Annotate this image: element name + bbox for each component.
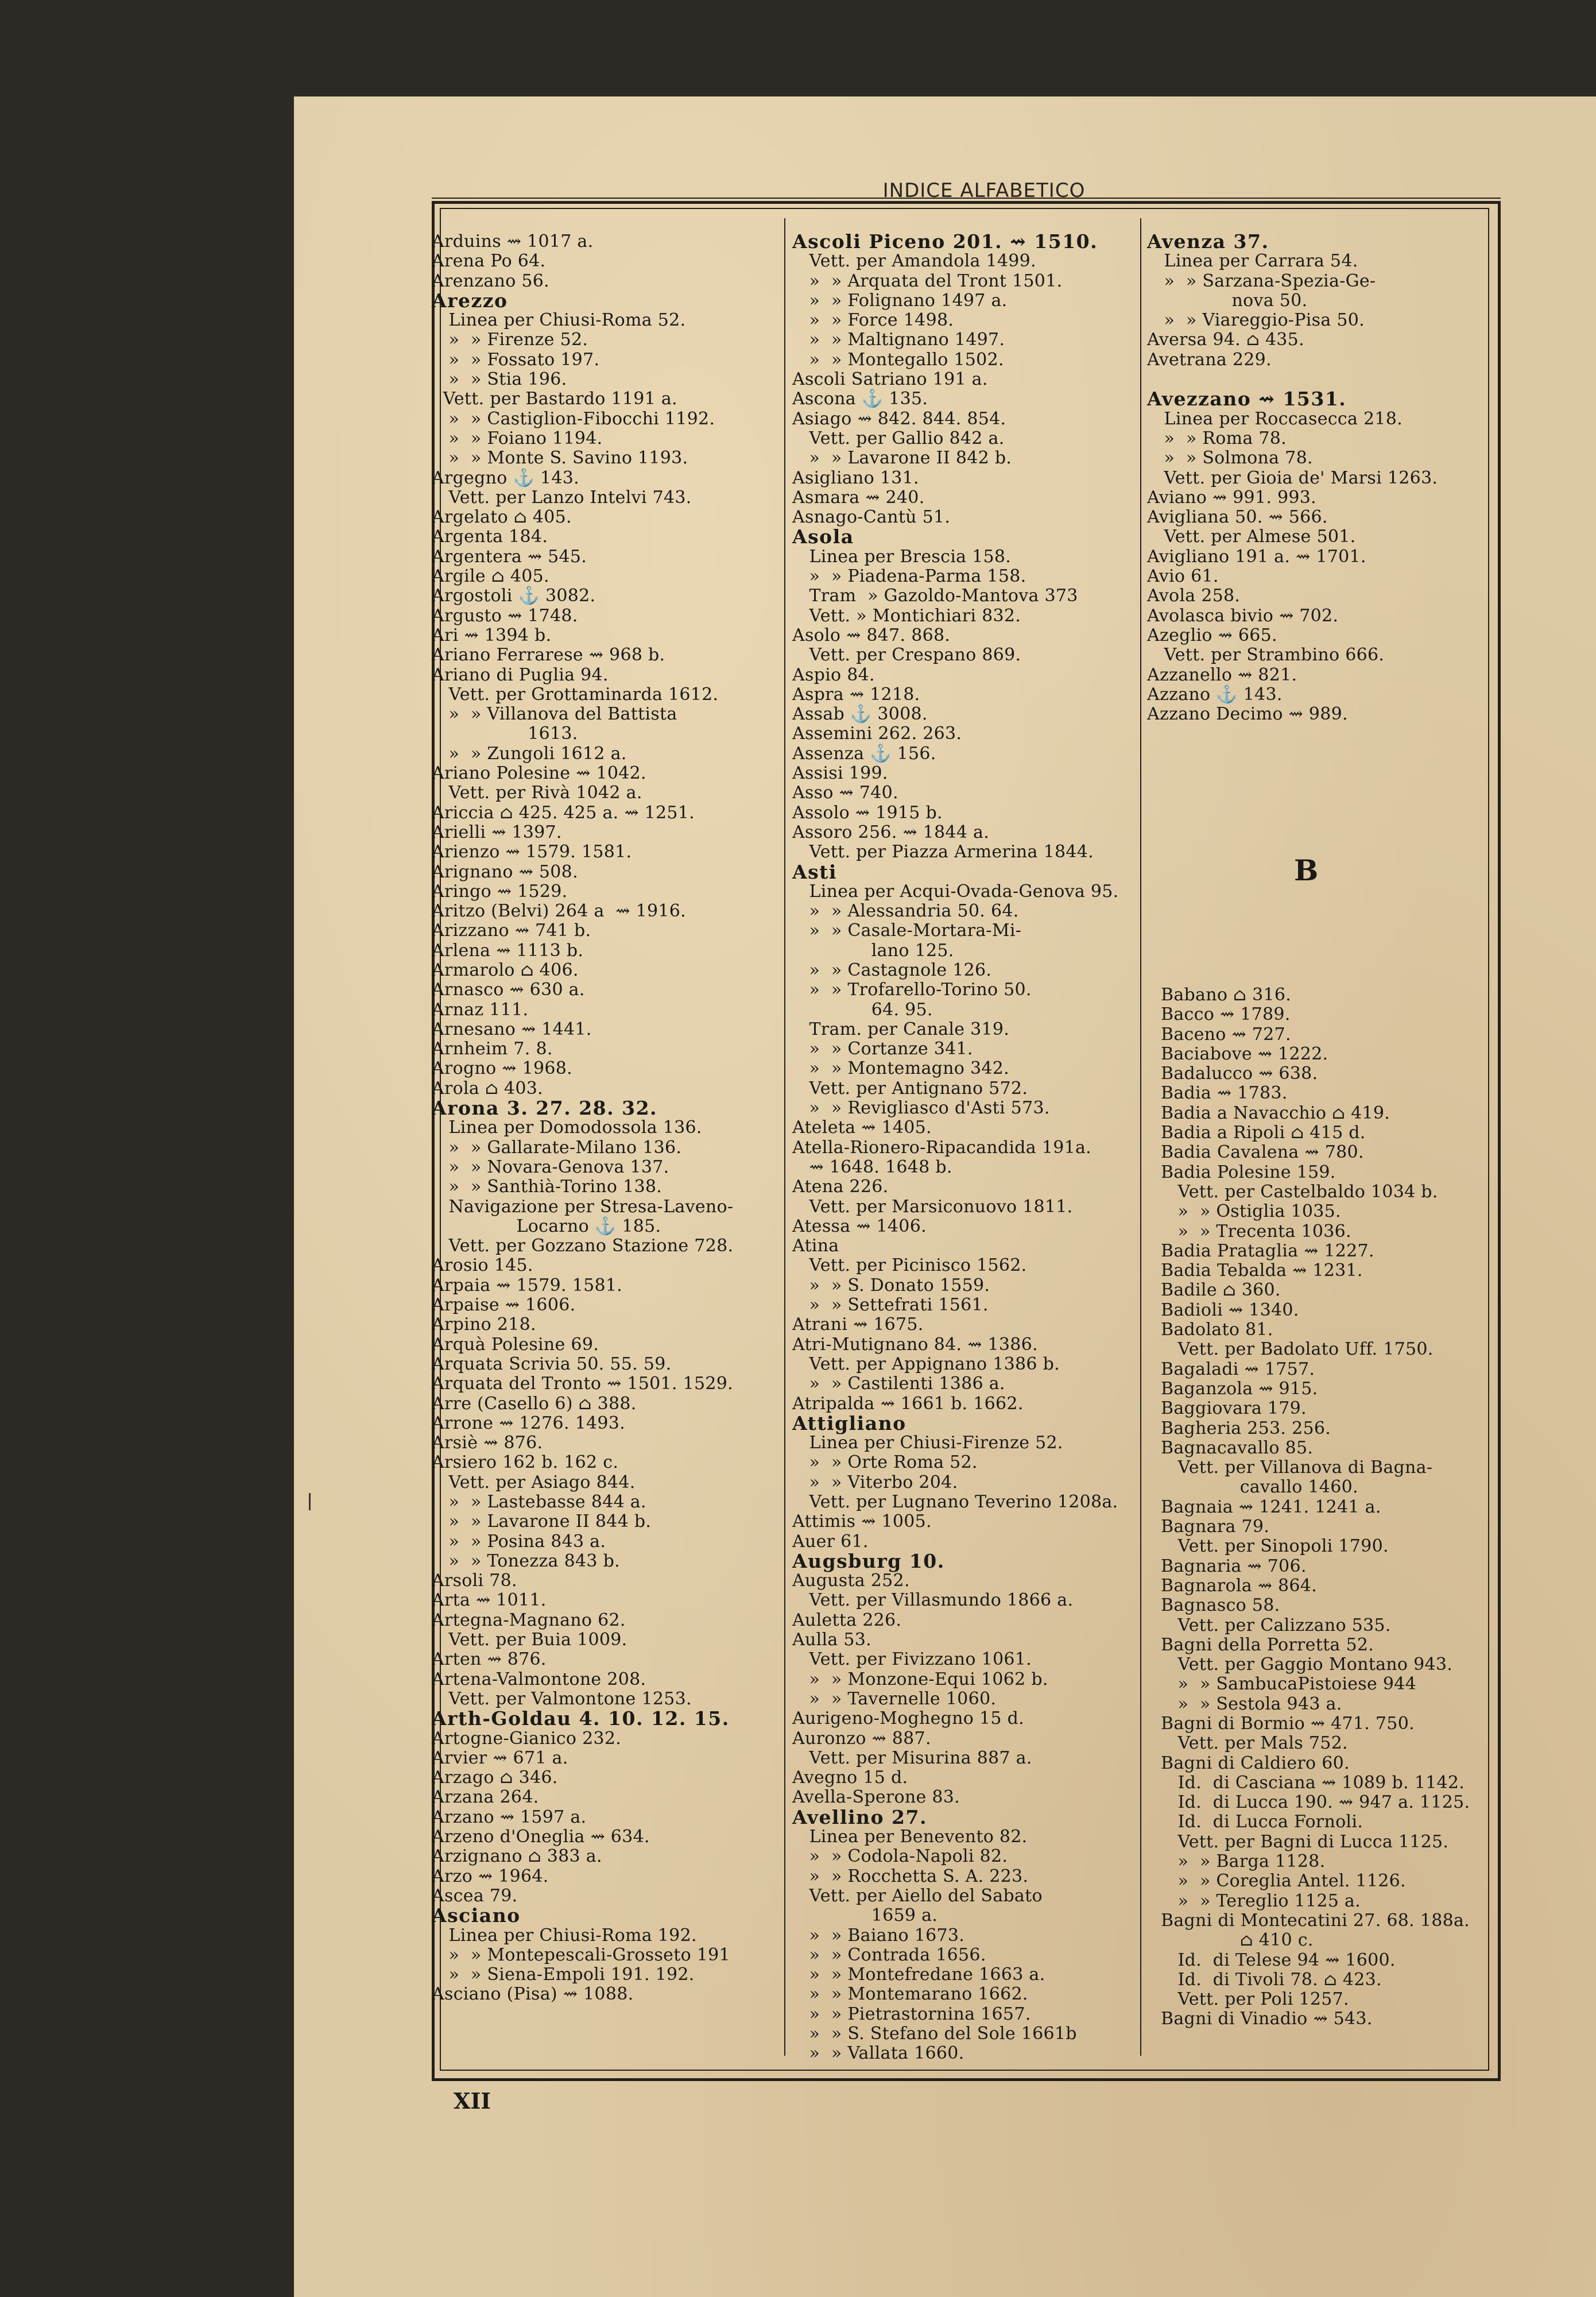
index-entry: Atella-Rionero-Ripacandida 191a.: [792, 1137, 1092, 1158]
index-entry: Asciano: [432, 1904, 521, 1927]
index-entry: » » Folignano 1497 a.: [792, 290, 1008, 311]
index-entry: » » Roma 78.: [1147, 428, 1287, 448]
index-entry: Vett. per Gallio 842 a.: [792, 428, 1005, 448]
index-entry: Arnesano ⇝ 1441.: [432, 1019, 592, 1039]
index-entry: Arth-Goldau 4. 10. 12. 15.: [432, 1707, 730, 1730]
index-entry: Vett. per Antignano 572.: [792, 1078, 1028, 1099]
index-entry: Arlena ⇝ 1113 b.: [432, 940, 584, 961]
index-entry: » » Siena-Empoli 191. 192.: [432, 1965, 695, 1985]
index-entry: Atri-Mutignano 84. ⇝ 1386.: [792, 1334, 1038, 1355]
index-entry: Vett. per Appignano 1386 b.: [792, 1354, 1060, 1374]
index-entry: Vett. » Montichiari 832.: [792, 605, 1021, 626]
index-entry: Arzignano ⌂ 383 a.: [432, 1846, 602, 1867]
index-entry: Arola ⌂ 403.: [432, 1078, 543, 1099]
index-entry: Bagni di Caldiero 60.: [1161, 1753, 1350, 1773]
index-entry: ⌂ 410 c.: [1161, 1930, 1314, 1951]
index-entry: Aspra ⇝ 1218.: [792, 684, 920, 705]
index-entry: Avigliana 50. ⇝ 566.: [1147, 507, 1328, 528]
index-entry: » » Novara-Genova 137.: [432, 1157, 669, 1177]
index-entry: Asso ⇝ 740.: [792, 783, 898, 803]
index-entry: Vett. per Grottaminarda 1612.: [432, 684, 719, 705]
index-entry: » » S. Stefano del Sole 1661b: [792, 2024, 1077, 2044]
index-entry: » » Monzone-Equi 1062 b.: [792, 1669, 1048, 1689]
index-entry: Argelato ⌂ 405.: [432, 507, 572, 528]
index-entry: 1613.: [432, 724, 578, 744]
index-entry: » » Tonezza 843 b.: [432, 1550, 620, 1571]
index-entry: Vett. per Poli 1257.: [1161, 1989, 1349, 2010]
index-entry: Arnasco ⇝ 630 a.: [432, 980, 585, 1000]
index-entry: Arpino 218.: [432, 1314, 536, 1335]
index-entry: Arenzano 56.: [432, 270, 550, 291]
index-entry: Atrani ⇝ 1675.: [792, 1314, 924, 1335]
index-entry: Ascona ⚓ 135.: [792, 389, 928, 409]
index-entry: Asiago ⇝ 842. 844. 854.: [792, 408, 1006, 429]
index-entry: » » Santhià-Torino 138.: [432, 1177, 663, 1197]
column-divider-1: [784, 218, 785, 2056]
index-entry: Ateleta ⇝ 1405.: [792, 1117, 932, 1138]
index-entry: Assab ⚓ 3008.: [792, 704, 928, 725]
index-entry: Linea per Acqui-Ovada-Genova 95.: [792, 881, 1119, 902]
index-entry: Assoro 256. ⇝ 1844 a.: [792, 822, 990, 842]
index-entry: Avegno 15 d.: [792, 1768, 908, 1788]
index-entry: Arpaise ⇝ 1606.: [432, 1295, 576, 1316]
index-entry: Vett. per Bastardo 1191 a.: [432, 389, 677, 409]
index-entry: Vett. per Misurina 887 a.: [792, 1747, 1032, 1768]
index-entry: Vett. per Valmontone 1253.: [432, 1688, 692, 1709]
index-entry: Vett. per Bagni di Lucca 1125.: [1161, 1831, 1449, 1852]
index-entry: Vett. per Calizzano 535.: [1161, 1615, 1391, 1635]
index-entry: » » Trofarello-Torino 50.: [792, 980, 1032, 1000]
index-entry: » » Foiano 1194.: [432, 428, 603, 448]
index-entry: Asigliano 131.: [792, 467, 919, 488]
index-entry: » » Casale-Mortara-Mi-: [792, 921, 1022, 941]
index-entry: Arignano ⇝ 508.: [432, 861, 578, 882]
index-entry: Linea per Roccasecca 218.: [1147, 408, 1403, 429]
index-entry: » » Posina 843 a.: [432, 1531, 606, 1552]
index-entry: » » Rocchetta S. A. 223.: [792, 1866, 1029, 1886]
index-entry: Vett. per Fivizzano 1061.: [792, 1649, 1032, 1670]
index-entry: Vett. per Gozzano Stazione 728.: [432, 1236, 734, 1256]
index-entry: Bagnacavallo 85.: [1161, 1437, 1314, 1458]
index-entry: » » Montepescali-Grosseto 191: [432, 1944, 730, 1965]
index-entry: Bagni di Bormio ⇝ 471. 750.: [1161, 1713, 1415, 1734]
index-entry: » » Castiglion-Fibocchi 1192.: [432, 408, 715, 429]
index-entry: Vett. per Lugnano Teverino 1208a.: [792, 1492, 1118, 1512]
index-entry: Avigliano 191 a. ⇝ 1701.: [1147, 546, 1366, 567]
index-entry: Arsiero 162 b. 162 c.: [432, 1452, 619, 1473]
index-entry: » » Vallata 1660.: [792, 2043, 964, 2064]
index-entry: Ari ⇝ 1394 b.: [432, 625, 552, 645]
index-entry: Bagaladi ⇝ 1757.: [1161, 1359, 1315, 1379]
index-entry: Badia a Navacchio ⌂ 419.: [1161, 1103, 1390, 1123]
index-entry: Arona 3. 27. 28. 32.: [432, 1097, 658, 1120]
index-entry: » » Castilenti 1386 a.: [792, 1374, 1005, 1394]
index-entry: Vett. per Villasmundo 1866 a.: [792, 1590, 1074, 1611]
index-entry: Vett. per Mals 752.: [1161, 1733, 1348, 1754]
index-entry: Arezzo: [432, 289, 508, 312]
index-entry: Augusta 252.: [792, 1571, 910, 1591]
index-entry: Id. di Telese 94 ⇝ 1600.: [1161, 1950, 1396, 1970]
index-entry: Armarolo ⌂ 406.: [432, 960, 579, 980]
index-entry: » » Trecenta 1036.: [1161, 1221, 1351, 1242]
index-entry: Auronzo ⇝ 887.: [792, 1728, 931, 1749]
index-entry: Assemini 262. 263.: [792, 724, 962, 744]
index-entry: Asciano (Pisa) ⇝ 1088.: [432, 1984, 634, 2005]
index-entry: » » Solmona 78.: [1147, 448, 1313, 469]
index-entry: » » Coreglia Antel. 1126.: [1161, 1871, 1406, 1892]
index-entry: ⇝ 1648. 1648 b.: [792, 1157, 952, 1177]
index-entry: Avola 258.: [1147, 586, 1241, 606]
index-entry: Auletta 226.: [792, 1610, 902, 1630]
index-entry: Aulla 53.: [792, 1630, 872, 1650]
index-entry: » » Sarzana-Spezia-Ge-: [1147, 270, 1376, 291]
index-entry: » » Settefrati 1561.: [792, 1295, 989, 1316]
index-column-3: [1147, 232, 1486, 724]
index-entry: Argenta 184.: [432, 527, 548, 547]
index-entry: Badile ⌂ 360.: [1161, 1280, 1281, 1301]
index-entry: Linea per Benevento 82.: [792, 1827, 1028, 1847]
index-entry: cavallo 1460.: [1161, 1477, 1358, 1498]
index-entry: Aversa 94. ⌂ 435.: [1147, 330, 1304, 350]
index-entry: » » Montemagno 342.: [792, 1058, 1009, 1079]
index-entry: Vett. per Piazza Armerina 1844.: [792, 842, 1094, 863]
index-entry: Aviano ⇝ 991. 993.: [1147, 487, 1316, 508]
index-entry: » » SambucaPistoiese 944: [1161, 1674, 1417, 1695]
index-entry: » » Sestola 943 a.: [1161, 1693, 1342, 1714]
index-entry: Aspio 84.: [792, 664, 875, 685]
index-entry: Aritzo (Belvi) 264 a ⇝ 1916.: [432, 901, 686, 922]
index-entry: Avio 61.: [1147, 566, 1219, 587]
index-column-2: [792, 232, 1137, 2064]
index-entry: Vett. per Badolato Uff. 1750.: [1161, 1339, 1434, 1360]
index-entry: Atena 226.: [792, 1177, 889, 1197]
index-entry: Arrone ⇝ 1276. 1493.: [432, 1413, 625, 1433]
index-entry: » » Zungoli 1612 a.: [432, 743, 627, 764]
index-entry: Bagni di Vinadio ⇝ 543.: [1161, 2009, 1373, 2029]
index-entry: Ascoli Satriano 191 a.: [792, 369, 988, 390]
margin-mark: [309, 1493, 311, 1510]
index-entry: Linea per Carrara 54.: [1147, 251, 1358, 272]
index-entry: Arta ⇝ 1011.: [432, 1590, 547, 1611]
index-entry: Vett. per Asiago 844.: [432, 1472, 636, 1492]
index-entry: Azeglio ⇝ 665.: [1147, 625, 1277, 645]
index-entry: Ariano Polesine ⇝ 1042.: [432, 763, 646, 784]
index-entry: Tram. per Canale 319.: [792, 1019, 1010, 1039]
index-entry: Bagnasco 58.: [1161, 1595, 1280, 1616]
index-entry: » » Cortanze 341.: [792, 1039, 973, 1059]
index-entry: Baggiovara 179.: [1161, 1398, 1307, 1419]
index-entry: » » Montefredane 1663 a.: [792, 1965, 1045, 1985]
index-entry: » » Orte Roma 52.: [792, 1452, 978, 1473]
index-entry: » » Montemarano 1662.: [792, 1984, 1028, 2005]
index-entry: » » Tereglio 1125 a.: [1161, 1890, 1361, 1911]
index-entry: Linea per Domodossola 136.: [432, 1117, 702, 1138]
index-entry: Arten ⇝ 876.: [432, 1649, 547, 1670]
index-entry: Arielli ⇝ 1397.: [432, 822, 562, 842]
index-entry: Badioli ⇝ 1340.: [1161, 1300, 1299, 1320]
index-entry: Linea per Chiusi-Roma 192.: [432, 1925, 697, 1946]
index-entry: Arosio 145.: [432, 1255, 533, 1276]
index-entry: Azzano ⚓ 143.: [1147, 684, 1283, 705]
index-entry: Bagnaia ⇝ 1241. 1241 a.: [1161, 1496, 1381, 1517]
index-entry: Id. di Casciana ⇝ 1089 b. 1142.: [1161, 1772, 1465, 1793]
index-entry: Auer 61.: [792, 1531, 869, 1552]
index-entry: Azzano Decimo ⇝ 989.: [1147, 704, 1348, 725]
index-entry: Vett. per Gioia de' Marsi 1263.: [1147, 467, 1438, 488]
index-entry: Argostoli ⚓ 3082.: [432, 586, 596, 606]
index-entry: Assisi 199.: [792, 763, 888, 784]
index-entry: » » Firenze 52.: [432, 330, 588, 350]
index-entry: Atripalda ⇝ 1661 b. 1662.: [792, 1393, 1024, 1414]
index-entry: Id. di Tivoli 78. ⌂ 423.: [1161, 1969, 1382, 1990]
index-entry: Arvier ⇝ 671 a.: [432, 1747, 568, 1768]
index-entry: Baganzola ⇝ 915.: [1161, 1378, 1318, 1399]
index-entry: Ariccia ⌂ 425. 425 a. ⇝ 1251.: [432, 802, 695, 823]
index-entry: » » Fossato 197.: [432, 349, 600, 370]
index-entry: Vett. per Picinisco 1562.: [792, 1255, 1027, 1276]
index-entry: Bagni della Porretta 52.: [1161, 1634, 1374, 1655]
index-entry: Badia Tebalda ⇝ 1231.: [1161, 1260, 1363, 1281]
index-entry: » » Barga 1128.: [1161, 1851, 1326, 1872]
index-entry: Arogno ⇝ 1968.: [432, 1058, 572, 1079]
index-entry: Vett. per Marsiconuovo 1811.: [792, 1196, 1073, 1217]
index-entry: » » Maltignano 1497.: [792, 330, 1005, 350]
index-entry: Baciabove ⇝ 1222.: [1161, 1043, 1328, 1064]
index-entry: » » Viterbo 204.: [792, 1472, 958, 1492]
index-entry: Ascea 79.: [432, 1885, 518, 1906]
index-entry: Arzo ⇝ 1964.: [432, 1866, 549, 1886]
index-entry: » » Piadena-Parma 158.: [792, 566, 1026, 587]
index-entry: Id. di Lucca 190. ⇝ 947 a. 1125.: [1161, 1792, 1470, 1813]
index-entry: Arizzano ⇝ 741 b.: [432, 921, 591, 941]
index-entry: » » Pietrastornina 1657.: [792, 2004, 1031, 2024]
index-entry: Vett. per Almese 501.: [1147, 527, 1356, 547]
index-entry: Arquata del Tronto ⇝ 1501. 1529.: [432, 1374, 733, 1394]
index-entry: » » Lavarone II 842 b.: [792, 448, 1012, 469]
index-entry: [1147, 370, 1486, 389]
index-entry: Vett. per Sinopoli 1790.: [1161, 1536, 1389, 1557]
index-entry: Arnaz 111.: [432, 999, 529, 1020]
index-entry: Ariano di Puglia 94.: [432, 664, 609, 685]
index-entry: Badia ⇝ 1783.: [1161, 1083, 1288, 1104]
index-entry: Badia Polesine 159.: [1161, 1162, 1336, 1182]
index-entry: lano 125.: [792, 940, 954, 961]
index-entry: Arzano ⇝ 1597 a.: [432, 1807, 587, 1827]
index-entry: Bagni di Montecatini 27. 68. 188a.: [1161, 1910, 1470, 1931]
section-letter-b: B: [1294, 853, 1319, 887]
index-entry: Arpaia ⇝ 1579. 1581.: [432, 1275, 623, 1296]
index-entry: Artena-Valmontone 208.: [432, 1669, 646, 1689]
index-entry: Vett. per Villanova di Bagna-: [1161, 1457, 1433, 1478]
index-entry: Avella-Sperone 83.: [792, 1787, 960, 1808]
index-entry: Arzeno d'Oneglia ⇝ 634.: [432, 1827, 650, 1847]
index-entry: 64. 95.: [792, 999, 933, 1020]
index-entry: Vett. per Lanzo Intelvi 743.: [432, 487, 692, 508]
index-entry: Badolato 81.: [1161, 1320, 1273, 1340]
page-number: XII: [454, 2088, 491, 2114]
index-entry: Assolo ⇝ 1915 b.: [792, 802, 943, 823]
index-entry: Linea per Brescia 158.: [792, 546, 1012, 567]
index-entry: Assenza ⚓ 156.: [792, 743, 936, 764]
index-entry: Argile ⌂ 405.: [432, 566, 549, 587]
index-entry: Augsburg 10.: [792, 1549, 945, 1572]
index-entry: Avolasca bivio ⇝ 702.: [1147, 605, 1339, 626]
index-entry: Artegna-Magnano 62.: [432, 1610, 626, 1630]
index-entry: Arena Po 64.: [432, 251, 546, 272]
index-entry: Asolo ⇝ 847. 868.: [792, 625, 951, 645]
index-entry: Argentera ⇝ 545.: [432, 546, 587, 567]
index-entry: Atessa ⇝ 1406.: [792, 1216, 927, 1236]
index-entry: Vett. per Aiello del Sabato: [792, 1885, 1043, 1906]
index-entry: Artogne-Gianico 232.: [432, 1728, 622, 1749]
index-entry: Bacco ⇝ 1789.: [1161, 1004, 1291, 1025]
index-entry: Argegno ⚓ 143.: [432, 467, 579, 488]
index-entry: Argusto ⇝ 1748.: [432, 605, 578, 626]
index-entry: » » Monte S. Savino 1193.: [432, 448, 688, 469]
index-entry: » » Castagnole 126.: [792, 960, 992, 980]
index-entry: Arzana 264.: [432, 1787, 539, 1808]
column-divider-2: [1140, 218, 1141, 2056]
index-entry: » » Baiano 1673.: [792, 1925, 965, 1946]
index-entry: Badalucco ⇝ 638.: [1161, 1064, 1318, 1084]
index-entry: Avetrana 229.: [1147, 349, 1272, 370]
index-entry: Avenza 37.: [1147, 230, 1269, 253]
index-entry: Navigazione per Stresa-Laveno-: [432, 1196, 734, 1217]
index-entry: » » Alessandria 50. 64.: [792, 901, 1019, 922]
index-entry: Arienzo ⇝ 1579. 1581.: [432, 842, 632, 863]
index-entry: Vett. per Crespano 869.: [792, 645, 1021, 666]
index-entry: Baceno ⇝ 727.: [1161, 1024, 1291, 1045]
index-entry: Vett. per Amandola 1499.: [792, 251, 1036, 272]
index-entry: Id. di Lucca Fornoli.: [1161, 1812, 1363, 1832]
index-entry: » » Stia 196.: [432, 369, 567, 390]
index-entry: » » Revigliasco d'Asti 573.: [792, 1098, 1050, 1119]
index-entry: Babano ⌂ 316.: [1161, 985, 1292, 1005]
index-entry: nova 50.: [1147, 290, 1308, 311]
index-entry: Aurigeno-Moghegno 15 d.: [792, 1708, 1024, 1729]
index-column-3-section-b: [1161, 985, 1488, 2029]
index-entry: » » Lavarone II 844 b.: [432, 1511, 652, 1532]
index-entry: » » Codola-Napoli 82.: [792, 1846, 1008, 1867]
index-entry: » » Montegallo 1502.: [792, 349, 1004, 370]
index-entry: Aringo ⇝ 1529.: [432, 881, 568, 902]
index-entry: Attigliano: [792, 1412, 907, 1434]
index-entry: » » Villanova del Battista: [432, 704, 677, 725]
index-entry: Badia Prataglia ⇝ 1227.: [1161, 1240, 1374, 1261]
index-entry: Asola: [792, 525, 854, 548]
index-entry: Vett. per Castelbaldo 1034 b.: [1161, 1181, 1438, 1202]
index-entry: Linea per Chiusi-Roma 52.: [432, 310, 686, 331]
index-entry: Vett. per Strambino 666.: [1147, 645, 1385, 666]
index-entry: Arduins ⇝ 1017 a.: [432, 231, 594, 252]
index-entry: Arquata Scrivia 50. 55. 59.: [432, 1354, 672, 1374]
index-entry: Bagheria 253. 256.: [1161, 1418, 1331, 1438]
index-entry: Arsoli 78.: [432, 1571, 517, 1591]
index-entry: Arzago ⌂ 346.: [432, 1768, 558, 1788]
index-entry: Atina: [792, 1236, 839, 1256]
index-entry: Arnheim 7. 8.: [432, 1039, 553, 1059]
index-entry: » » Lastebasse 844 a.: [432, 1492, 646, 1512]
index-entry: Ariano Ferrarese ⇝ 968 b.: [432, 645, 665, 666]
index-entry: » » Force 1498.: [792, 310, 954, 331]
index-entry: Bagnaria ⇝ 706.: [1161, 1556, 1307, 1576]
index-entry: » » Ostiglia 1035.: [1161, 1201, 1341, 1222]
index-entry: Badia Cavalena ⇝ 780.: [1161, 1142, 1364, 1163]
index-entry: Asnago-Cantù 51.: [792, 507, 951, 528]
index-entry: Ascoli Piceno 201. ⇝ 1510.: [792, 230, 1098, 253]
index-entry: Arre (Casello 6) ⌂ 388.: [432, 1393, 637, 1414]
index-entry: » » Contrada 1656.: [792, 1944, 986, 1965]
index-entry: 1659 a.: [792, 1905, 938, 1926]
index-entry: Vett. per Buia 1009.: [432, 1630, 627, 1650]
index-entry: » » Gallarate-Milano 136.: [432, 1137, 682, 1158]
index-entry: Arsiè ⇝ 876.: [432, 1433, 543, 1453]
index-entry: Bagnarola ⇝ 864.: [1161, 1575, 1318, 1596]
index-entry: » » S. Donato 1559.: [792, 1275, 990, 1296]
index-entry: » » Viareggio-Pisa 50.: [1147, 310, 1365, 331]
index-entry: » » Arquata del Tront 1501.: [792, 270, 1063, 291]
index-entry: Arquà Polesine 69.: [432, 1334, 599, 1355]
index-entry: Avezzano ⇝ 1531.: [1147, 388, 1347, 411]
index-entry: Vett. per Rivà 1042 a.: [432, 783, 642, 803]
index-entry: » » Tavernelle 1060.: [792, 1688, 997, 1709]
page-header: INDICE ALFABETICO: [882, 179, 1086, 202]
index-entry: Vett. per Gaggio Montano 943.: [1161, 1654, 1453, 1675]
index-entry: Bagnara 79.: [1161, 1517, 1270, 1537]
index-column-1: [432, 232, 778, 2005]
index-entry: Avellino 27.: [792, 1805, 927, 1828]
index-entry: Linea per Chiusi-Firenze 52.: [792, 1433, 1063, 1453]
index-entry: Azzanello ⇝ 821.: [1147, 664, 1297, 685]
index-entry: Badia a Ripoli ⌂ 415 d.: [1161, 1123, 1366, 1143]
index-entry: Tram » Gazoldo-Mantova 373: [792, 586, 1078, 606]
index-entry: Asti: [792, 860, 837, 883]
index-entry: Locarno ⚓ 185.: [432, 1216, 661, 1236]
index-entry: Asmara ⇝ 240.: [792, 487, 925, 508]
index-entry: Attimis ⇝ 1005.: [792, 1511, 932, 1532]
